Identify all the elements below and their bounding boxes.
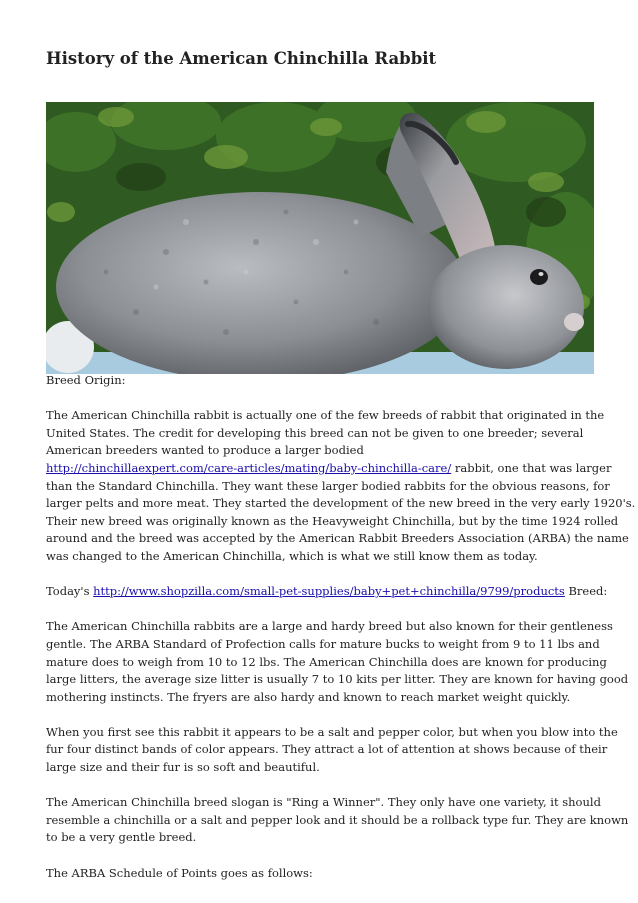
text-line: around and the breed was accepted by the American Rabbit Breeders Association (ARBA) the name — [46, 531, 629, 546]
text-line: American breeders wanted to produce a larger bodied — [46, 443, 364, 458]
text-line: was changed to the American Chinchilla, which is what we still know them as today. — [46, 548, 538, 563]
text-line: Their new breed was originally known as the Heavyweight Chinchilla, but by the time 1924 rolled — [46, 513, 619, 528]
text-line: fur four distinct bands of color appears. They attract a lot of attention at shows because of their — [46, 742, 608, 757]
text-line: than the Standard Chinchilla. They want these larger bodied rabbits for the obvious reasons, for — [46, 478, 610, 493]
paragraph-slogan — [46, 794, 629, 847]
rabbit-photo — [46, 102, 594, 374]
text-line: to be a very gentle breed. — [46, 830, 197, 845]
text-fragment: Today's — [46, 584, 94, 599]
rabbit-illustration — [46, 102, 594, 374]
text-line: large litters, the average size litter is usually 7 to 10 kits per litter. They are known for having good — [46, 672, 629, 687]
text-line: mature does to weigh from 10 to 12 lbs. The American Chinchilla does are known for producing — [46, 654, 607, 669]
text-line — [46, 583, 608, 601]
text-line: The American Chinchilla rabbit is actually one of the few breeds of rabbit that originated in the — [46, 408, 605, 423]
article-body — [46, 372, 636, 900]
page-title: History of the American Chinchilla Rabbit — [46, 49, 437, 68]
text-line: resemble a chinchilla or a salt and pepper look and it should be a rollback type fur. They are known — [46, 812, 629, 827]
paragraph-color — [46, 724, 618, 777]
text-line: mothering instincts. The fryers are also hardy and known to reach market weight quickly. — [46, 689, 571, 704]
text-line: The American Chinchilla breed slogan is "Ring a Winner". They only have one variety, it should — [46, 795, 601, 810]
paragraph-today — [46, 583, 608, 601]
text-line: larger pelts and more meat. They started the development of the new breed in the very early 1920's. — [46, 496, 636, 511]
text-line: United States. The credit for developing this breed can not be given to one breeder; several — [46, 425, 584, 440]
text-line: gentle. The ARBA Standard of Profection calls for mature bucks to weight from 9 to 11 lbs and — [46, 636, 600, 651]
shopzilla-link[interactable]: http://www.shopzilla.com/small-pet-supplies/baby+pet+chinchilla/9799/products — [93, 584, 565, 599]
text-fragment: rabbit, one that was larger — [451, 460, 612, 475]
text-line — [46, 460, 612, 478]
text-line: large size and their fur is so soft and beautiful. — [46, 760, 320, 775]
chinchillaexpert-link[interactable]: http://chinchillaexpert.com/care-articles/mating/baby-chinchilla-care/ — [46, 460, 452, 475]
paragraph-schedule: The ARBA Schedule of Points goes as follows: — [46, 865, 313, 880]
text-line: The American Chinchilla rabbits are a large and hardy breed but also known for their gentleness — [46, 619, 613, 634]
breed-origin-heading: Breed Origin: — [46, 373, 126, 387]
paragraph-breed — [46, 618, 629, 706]
paragraph-origin — [46, 407, 636, 565]
text-fragment: Breed: — [564, 584, 608, 599]
text-line: When you first see this rabbit it appears to be a salt and pepper color, but when you blow into the — [46, 724, 618, 739]
